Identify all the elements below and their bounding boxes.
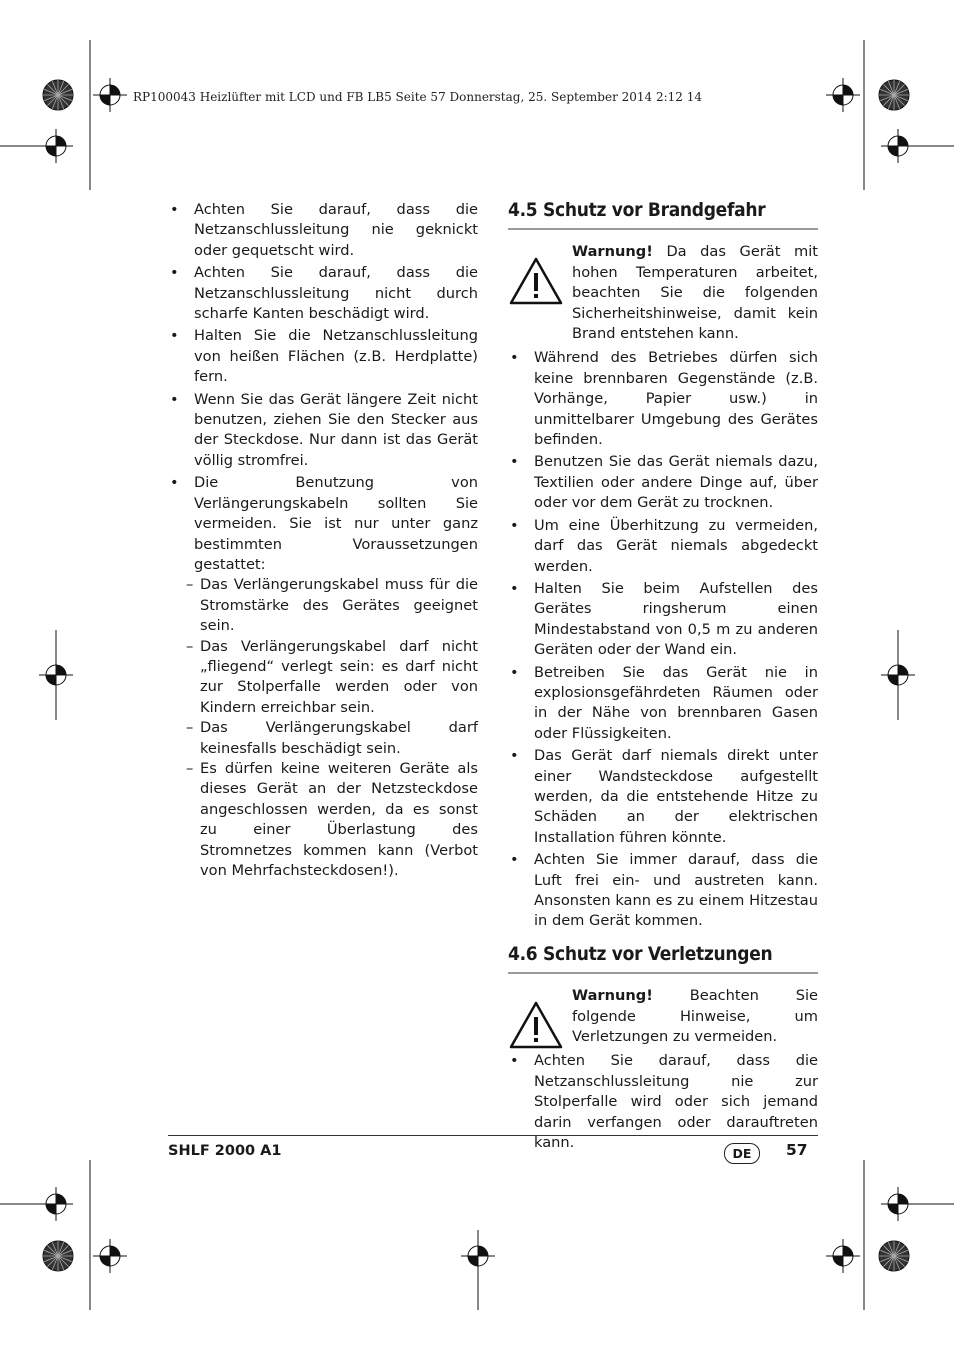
list-item bbox=[508, 1051, 818, 1153]
page-number: 57 bbox=[786, 1141, 808, 1159]
bullet-mark: • bbox=[170, 201, 179, 218]
sub-item-text: Das Verlängerungskabel darf nicht „fliegend“ verlegt sein: es darf nicht zur Stolperfalle werden oder von Kindern erreichbar sein. bbox=[200, 637, 478, 716]
warning-block bbox=[508, 242, 818, 344]
footer-divider bbox=[168, 1135, 818, 1136]
list-item bbox=[168, 263, 478, 324]
bullet-list bbox=[168, 200, 478, 881]
language-badge: DE bbox=[724, 1143, 760, 1164]
warning-text: Beachten Sie folgende Hinweise, um Verletzungen zu vermeiden. bbox=[572, 987, 818, 1046]
sub-list bbox=[184, 575, 478, 881]
sub-list-item bbox=[184, 637, 478, 719]
bullet-mark: • bbox=[170, 264, 179, 282]
section-heading-4-5: 4.5 Schutz vor Brandgefahr bbox=[508, 200, 818, 230]
list-item bbox=[508, 579, 818, 661]
bullet-mark: • bbox=[170, 474, 179, 492]
list-item-text: Halten Sie beim Aufstellen des Gerätes ringsherum einen Mindestabstand von 0,5 m zu anderen Geräten oder der Wand ein. bbox=[534, 579, 818, 659]
list-item bbox=[508, 850, 818, 932]
sub-item-text: Das Verlängerungskabel muss für die Stromstärke des Gerätes geeignet sein. bbox=[200, 576, 478, 635]
bullet-mark: • bbox=[510, 453, 519, 471]
list-item-text: Die Benutzung von Verlängerungskabeln sollten Sie vermeiden. Sie ist nur unter ganz bestimmten Voraussetzungen gestattet: bbox=[194, 474, 478, 573]
bullet-mark: • bbox=[510, 1052, 519, 1070]
list-item-text: Achten Sie immer darauf, dass die Luft frei ein- und austreten kann. Ansonsten kann es zu einem Hitzestau in dem Gerät kommen. bbox=[534, 851, 818, 930]
bullet-list bbox=[508, 1051, 818, 1153]
list-item bbox=[508, 516, 818, 577]
footer-model: SHLF 2000 A1 bbox=[168, 1143, 282, 1159]
warning-block bbox=[508, 986, 818, 1047]
warning-triangle-icon bbox=[508, 256, 564, 306]
print-header: RP100043 Heizlüfter mit LCD und FB LB5 Seite 57 Donnerstag, 25. September 2014 2:12 14 bbox=[133, 90, 703, 104]
list-item bbox=[168, 473, 478, 881]
dash-mark: – bbox=[186, 576, 194, 594]
list-item-text: Achten Sie darauf, dass die Netzanschlussleitung nicht durch scharfe Kanten beschädigt wird. bbox=[194, 264, 478, 323]
bullet-list bbox=[508, 348, 818, 931]
bullet-mark: • bbox=[510, 349, 519, 367]
list-item bbox=[168, 326, 478, 387]
list-item-text: Um eine Überhitzung zu vermeiden, darf das Gerät niemals abgedeckt werden. bbox=[534, 516, 818, 575]
list-item bbox=[508, 746, 818, 848]
list-item-text: Achten Sie darauf, dass die Netzanschlussleitung nie zur Stolperfalle wird oder sich jemand darin verfangen oder darauftreten kann. bbox=[534, 1052, 818, 1152]
list-item bbox=[508, 663, 818, 745]
dash-mark: – bbox=[186, 759, 194, 777]
bullet-mark: • bbox=[170, 327, 179, 345]
left-column bbox=[168, 200, 478, 883]
warning-label: Warnung! bbox=[572, 243, 653, 261]
sub-list-item bbox=[184, 759, 478, 881]
dash-mark: – bbox=[186, 637, 194, 655]
dash-mark: – bbox=[186, 719, 194, 737]
bullet-mark: • bbox=[510, 516, 519, 534]
sub-list-item bbox=[184, 718, 478, 759]
sub-list-item bbox=[184, 575, 478, 636]
list-item-text: Das Gerät darf niemals direkt unter einer Wandsteckdose aufgestellt werden, da die entstehende Hitze zu Schäden an der elektrischen Installation führen könnte. bbox=[534, 747, 818, 846]
list-item-text: Betreiben Sie das Gerät nie in explosionsgefährdeten Räumen oder in der Nähe von brennbaren Gasen oder Flüssigkeiten. bbox=[534, 663, 818, 742]
sub-item-text: Das Verlängerungskabel darf keinesfalls beschädigt sein. bbox=[200, 719, 478, 757]
list-item-text: Achten Sie darauf, dass die Netzanschlussleitung nie geknickt oder gequetscht wird. bbox=[194, 201, 478, 259]
warning-text: Da das Gerät mit hohen Temperaturen arbeitet, beachten Sie die folgenden Sicherheitshinweise, damit kein Brand entstehen kann. bbox=[572, 243, 818, 343]
bullet-mark: • bbox=[510, 663, 519, 681]
right-column bbox=[508, 200, 818, 1155]
list-item bbox=[508, 348, 818, 450]
list-item bbox=[168, 200, 478, 261]
warning-label: Warnung! bbox=[572, 987, 653, 1005]
list-item-text: Wenn Sie das Gerät längere Zeit nicht benutzen, ziehen Sie den Stecker aus der Steckdose. Nur dann ist das Gerät völlig stromfrei. bbox=[194, 390, 478, 469]
bullet-mark: • bbox=[510, 747, 519, 765]
list-item bbox=[168, 390, 478, 472]
bullet-mark: • bbox=[510, 851, 519, 869]
list-item-text: Benutzen Sie das Gerät niemals dazu, Textilien oder andere Dinge auf, über oder vor dem Gerät zu trocknen. bbox=[534, 453, 818, 512]
section-heading-4-6: 4.6 Schutz vor Verletzungen bbox=[508, 944, 818, 974]
list-item-text: Halten Sie die Netzanschlussleitung von heißen Flächen (z.B. Herdplatte) fern. bbox=[194, 327, 478, 386]
sub-item-text: Es dürfen keine weiteren Geräte als dieses Gerät an der Netzsteckdose angeschlossen werden, da es sonst zu einer Überlastung des Stromnetzes kommen kann (Verbot von Mehrfachsteckdosen!). bbox=[200, 759, 478, 879]
list-item bbox=[508, 452, 818, 513]
warning-triangle-icon bbox=[508, 1000, 564, 1050]
bullet-mark: • bbox=[170, 390, 179, 408]
bullet-mark: • bbox=[510, 579, 519, 597]
list-item-text: Während des Betriebes dürfen sich keine brennbaren Gegenstände (z.B. Vorhänge, Papier usw.) in unmittelbarer Umgebung des Gerätes befinden. bbox=[534, 349, 818, 449]
